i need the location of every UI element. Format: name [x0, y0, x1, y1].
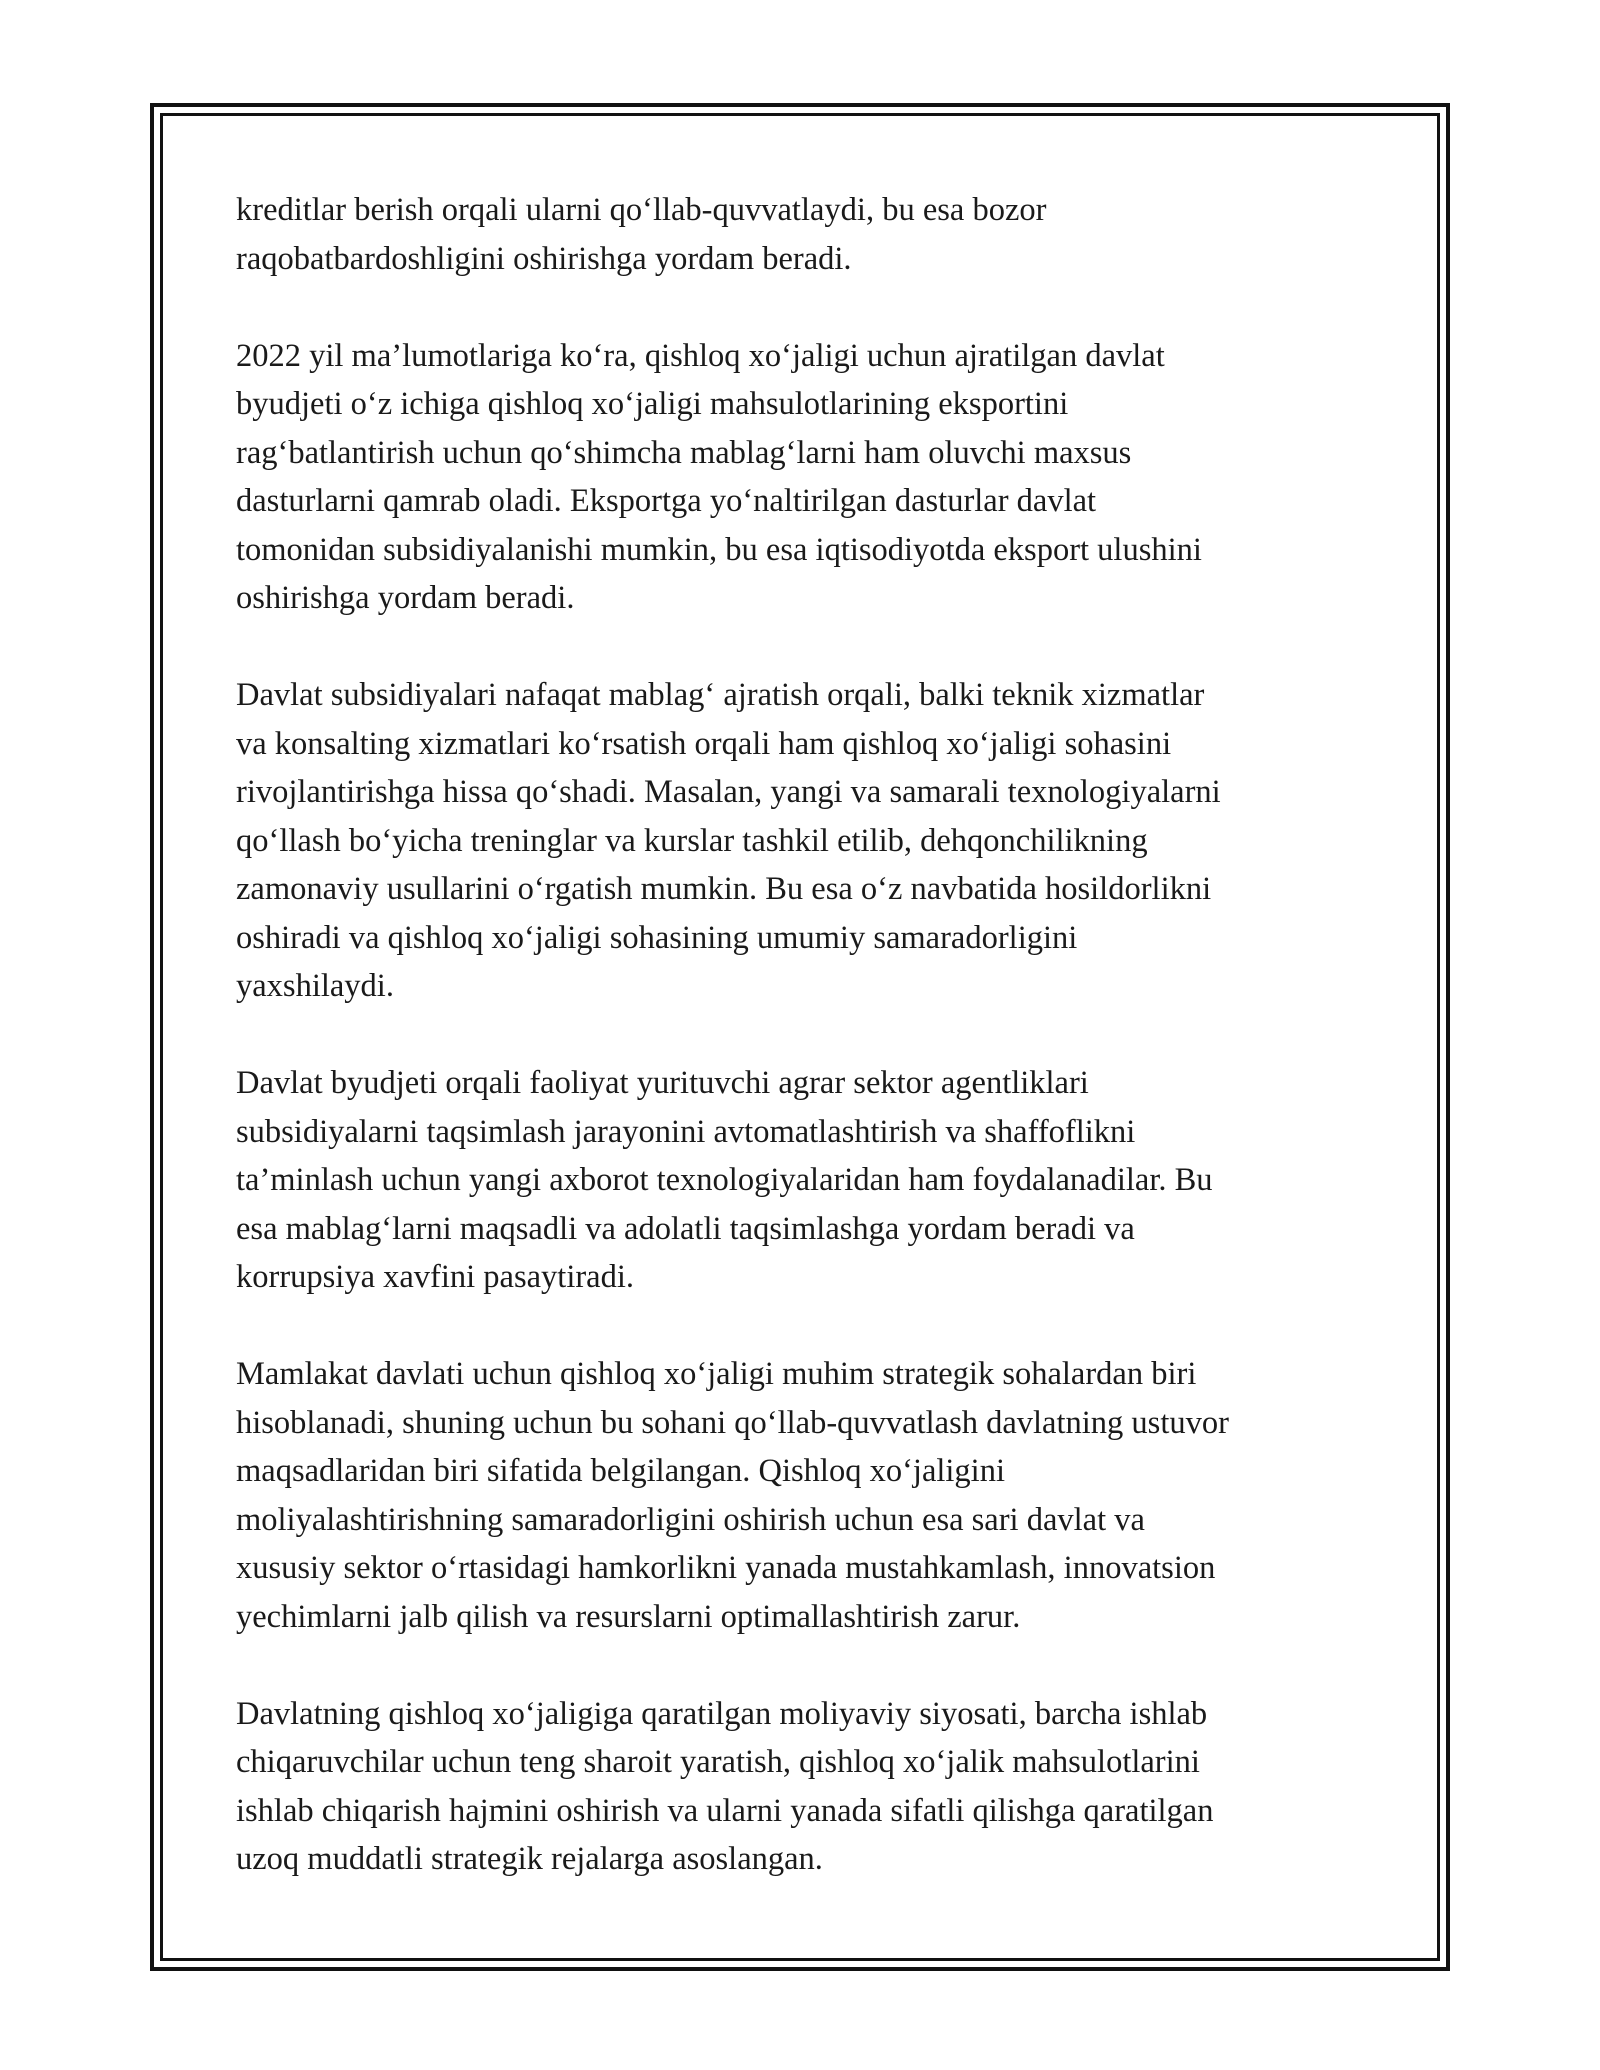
- paragraph-2: 2022 yil ma’lumotlariga ko‘ra, qishloq xo‘jaligi uchun ajratilgan davlat byudjeti o‘z ichiga qishloq xo‘jaligi mahsulotlarining eksportini rag‘batlantirish uchun qo‘shimcha mablag‘larni ham oluvchi maxsus dasturlarni qamrab oladi. Eksportga yo‘naltirilgan dasturlar davlat tomonidan subsidiyalanishi mumkin, bu esa iqtisodiyotda eksport ulushini oshirishga yordam beradi.: [236, 337, 1202, 616]
- paragraph-1: kreditlar berish orqali ularni qo‘llab-quvvatlaydi, bu esa bozor raqobatbardoshligini oshirishga yordam beradi.: [236, 192, 1047, 277]
- paragraph-6: Davlatning qishloq xo‘jaligiga qaratilgan moliyaviy siyosati, barcha ishlab chiqaruvchilar uchun teng sharoit yaratish, qishloq xo‘jalik mahsulotlarini ishlab chiqarish hajmini oshirish va ularni yanada sifatli qilishga qaratilgan uzoq muddatli strategik rejalarga asoslangan.: [236, 1695, 1214, 1877]
- document-body: [236, 186, 1376, 1884]
- paragraph-5: Mamlakat davlati uchun qishloq xo‘jaligi muhim strategik sohalardan biri hisoblanadi, shuning uchun bu sohani qo‘llab-quvvatlash davlatning ustuvor maqsadlaridan biri sifatida belgilangan. Qishloq xo‘jaligini moliyalashtirishning samaradorligini oshirish uchun esa sari davlat va xususiy sektor o‘rtasidagi hamkorlikni yanada mustahkamlash, innovatsion yechimlarni jalb qilish va resurslarni optimallashtirish zarur.: [236, 1356, 1229, 1635]
- paragraph-4: Davlat byudjeti orqali faoliyat yurituvchi agrar sektor agentliklari subsidiyalarni taqsimlash jarayonini avtomatlashtirish va shaffoflikni ta’minlash uchun yangi axborot texnologiyalaridan ham foydalanadilar. Bu esa mablag‘larni maqsadli va adolatli taqsimlashga yordam beradi va korrupsiya xavfini pasaytiradi.: [236, 1065, 1213, 1295]
- paragraph-3: Davlat subsidiyalari nafaqat mablag‘ ajratish orqali, balki teknik xizmatlar va konsalting xizmatlari ko‘rsatish orqali ham qishloq xo‘jaligi sohasini rivojlantirishga hissa qo‘shadi. Masalan, yangi va samarali texnologiyalarni qo‘llash bo‘yicha treninglar va kurslar tashkil etilib, dehqonchilikning zamonaviy usullarini o‘rgatish mumkin. Bu esa o‘z navbatida hosildorlikni oshiradi va qishloq xo‘jaligi sohasining umumiy samaradorligini yaxshilaydi.: [236, 677, 1221, 1004]
